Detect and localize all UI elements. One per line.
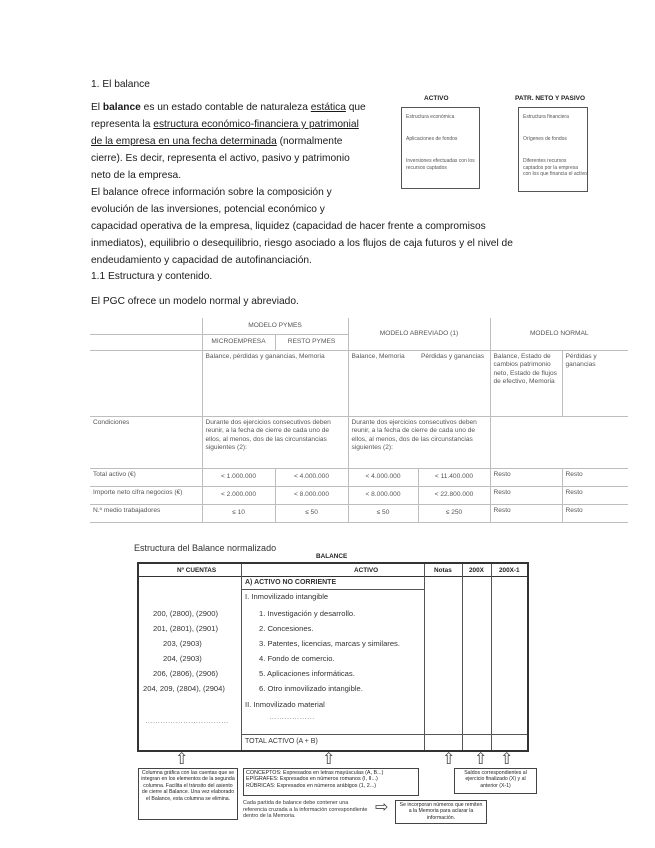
note-partida: Cada partida de balance debe contener una referencia cruzada a la información correspondiente dentro de la Memoria.	[243, 800, 368, 820]
p1-line-2: representa la estructura económico-financiera y patrimonial	[91, 119, 359, 130]
item-5: 5. Aplicaciones informáticas.	[259, 669, 355, 678]
item-3: 3. Patentes, licencias, marcas y similares.	[259, 639, 400, 648]
activo-title: ACTIVO	[424, 95, 449, 102]
bold-balance: balance	[102, 102, 141, 113]
group-ii: II. Inmovilizado material	[245, 700, 325, 709]
arrow-right-icon: ⇨	[375, 799, 389, 816]
cuentas-5: 206, (2806), (2906)	[153, 669, 219, 678]
balance-caption: Estructura del Balance normalizado	[134, 543, 277, 553]
arrow-up-icon: ⇧	[322, 751, 336, 768]
note-saldos: Saldos correspondientes al ejercicio finalizado (X) y al anterior (X-1)	[454, 768, 537, 794]
cuentas-6: 204, 209, (2804), (2904)	[143, 684, 225, 693]
table-row: Balance, pérdidas y ganancias, Memoria Balance, Memoria Pérdidas y ganancias Balance, Estado de cambios patrimonio neto, Estado de flujos de efectivo, Memoria Pérdidas y ganancias	[90, 350, 628, 416]
pasivo-box: Estructura financiera Orígenes de fondos Diferentes recursos captados por la empresa con los que financia el activo	[518, 107, 588, 192]
table-row: Total activo (€) < 1.000.000 < 4.000.000 < 4.000.000 < 11.400.000 Resto Resto	[90, 468, 628, 486]
underlined-estatica: estática	[310, 102, 346, 113]
modelo-pymes-header: MODELO PYMES	[202, 318, 348, 334]
p1-line-4: cierre). Es decir, representa el activo, pasivo y patrimonio	[91, 153, 350, 164]
pgc-intro: El PGC ofrece un modelo normal y abreviado.	[91, 296, 299, 307]
table-row: Condiciones Durante dos ejercicios consecutivos deben reunir, a la fecha de cierre de cada uno de ellos, al menos, dos de las circunstancias siguientes (2): Durante dos ejercicios consecutivos deben reunir, a la fecha de cierre de cada uno de ellos, al menos, dos de las circunstancias siguientes (2):	[90, 416, 628, 468]
resto-pymes-header: RESTO PYMES	[275, 334, 348, 350]
p1-line-1: El balance es un estado contable de naturaleza estática que	[91, 102, 366, 113]
cuentas-4: 204, (2903)	[163, 654, 202, 663]
pasivo-title: PATR. NETO Y PASIVO	[515, 95, 586, 102]
note-conceptos: CONCEPTOS: Expresados en letras mayúsculas (A, B...) EPÍGRAFES: Expresados en números romanos (I, II...) RÚBRICAS: Expresados en números arábigos (1, 2...)	[243, 768, 419, 796]
activo-box: Estructura económica Aplicaciones de fondos Inversiones efectuadas con los recursos captados	[401, 107, 480, 189]
arrow-up-icon: ⇧	[175, 751, 189, 768]
item-2: 2. Concesiones.	[259, 624, 314, 633]
table-row	[90, 318, 628, 334]
note-memoria: Se incorporan números que remiten a la Memoria para aclarar la información.	[395, 800, 487, 824]
arrow-up-icon: ⇧	[474, 751, 488, 768]
modelo-abreviado-header: MODELO ABREVIADO (1)	[348, 318, 490, 350]
group-i: I. Inmovilizado intangible	[245, 592, 329, 601]
sub-heading: 1.1 Estructura y contenido.	[91, 271, 213, 282]
item-6: 6. Otro inmovilizado intangible.	[259, 684, 363, 693]
cuentas-3: 203, (2903)	[163, 639, 202, 648]
note-cuentas: Columna gráfica con las cuentas que se integran en los elementos de la segunda columna. Facilita el tránsito del asiento de cierre al Balance. Una vez elaborado el Balance, esta columna se elimina.	[138, 768, 238, 820]
p1-line-3: de la empresa en una fecha determinada (normalmente	[91, 136, 343, 147]
item-4: 4. Fondo de comercio.	[259, 654, 335, 663]
table-row: Importe neto cifra negocios (€) < 2.000.000 < 8.000.000 < 8.000.000 < 22.800.000 Resto Resto	[90, 486, 628, 504]
microempresa-header: MICROEMPRESA	[202, 334, 275, 350]
balance-title: BALANCE	[316, 553, 348, 560]
item-1: 1. Investigación y desarrollo.	[259, 609, 356, 618]
p1-line-5: neto de la empresa.	[91, 170, 182, 181]
modelo-normal-header: MODELO NORMAL	[490, 318, 628, 350]
balance-table: Nº CUENTAS ACTIVO Notas 200X 200X-1 A) ACTIVO NO CORRIENTE I. Inmovilizado intangible 200, (2800), (2900) 1. Investigación y desarrollo. 201, (2801), (2901) 2. Concesiones. 203, (2903) 3. Patentes, licencias, marcas y similares. 204, (2903) 4. Fondo de comercio. 206, (2806), (2906) 5. Aplicaciones informáticas. 204, 209, (2804), (2904) 6. Otro inmovilizado intangible. II. Inmovilizado material …………………………… ……………… TOTAL ACTIVO (A + B)	[137, 562, 529, 752]
condiciones-label: Condiciones	[90, 416, 202, 468]
total-activo: TOTAL ACTIVO (A + B)	[245, 738, 318, 745]
table-row: N.º medio trabajadores ≤ 10 ≤ 50 ≤ 50 ≤ 250 Resto Resto	[90, 504, 628, 522]
arrow-up-icon: ⇧	[442, 751, 456, 768]
section-a: A) ACTIVO NO CORRIENTE	[245, 579, 337, 586]
section-heading: 1. El balance	[91, 79, 150, 90]
pgc-models-table	[90, 318, 628, 523]
info-paragraph: El balance ofrece información sobre la composición y evolución de las inversiones, potencial económico y capacidad operativa de la empresa, liquidez (capacidad de hacer frente a compromisos inmediatos), equilibrio o desequilibrio, riesgo asociado a los flujos de caja futuros y el nivel de endeudamiento y capacidad de autofinanciación.	[91, 187, 513, 266]
balance-header-row: Nº CUENTAS ACTIVO Notas 200X 200X-1	[139, 564, 527, 577]
cuentas-1: 200, (2800), (2900)	[153, 609, 219, 618]
activo-pasivo-diagram	[398, 95, 598, 195]
cuentas-2: 201, (2801), (2901)	[153, 624, 219, 633]
arrow-up-icon: ⇧	[500, 751, 514, 768]
intro-paragraph	[91, 99, 391, 184]
